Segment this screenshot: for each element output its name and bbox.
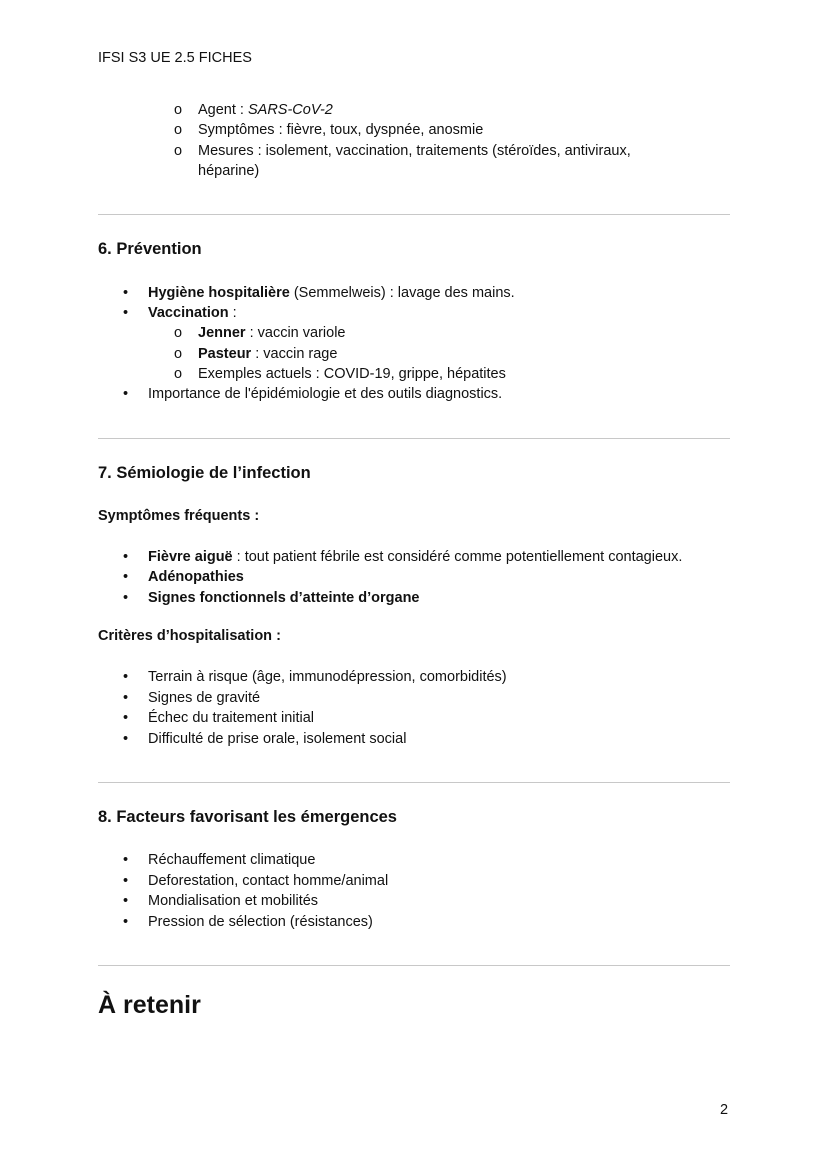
list-item-importance: Importance de l'épidémiologie et des outils diagnostics. <box>148 386 503 402</box>
section-8-title: 8. Facteurs favorisant les émergences <box>98 808 397 826</box>
list-item-critere: Difficulté de prise orale, isolement social <box>148 731 407 747</box>
disc-bullet: • <box>123 690 129 706</box>
disc-bullet: • <box>123 914 129 930</box>
section-divider <box>98 214 730 215</box>
circle-bullet: o <box>174 346 183 362</box>
disc-bullet: • <box>123 873 129 889</box>
list-item-fievre: Fièvre aiguë : tout patient fébrile est considéré comme potentiellement contagieux. <box>148 549 683 565</box>
symptomes-subtitle: Symptômes fréquents : <box>98 508 260 524</box>
list-item-symptomes: Symptômes : fièvre, toux, dyspnée, anosmie <box>198 122 484 138</box>
page-header: IFSI S3 UE 2.5 FICHES <box>98 50 252 66</box>
list-item-facteur: Réchauffement climatique <box>148 852 316 868</box>
disc-bullet: • <box>123 852 129 868</box>
list-item-critere: Terrain à risque (âge, immunodépression, comorbidités) <box>148 669 507 685</box>
disc-bullet: • <box>123 710 129 726</box>
disc-bullet: • <box>123 549 129 565</box>
list-item-facteur: Deforestation, contact homme/animal <box>148 873 389 889</box>
list-item-mesures-cont: héparine) <box>198 163 260 179</box>
list-item-jenner: Jenner : vaccin variole <box>198 325 346 341</box>
list-item-critere: Échec du traitement initial <box>148 710 315 726</box>
disc-bullet: • <box>123 285 129 301</box>
list-item-facteur: Mondialisation et mobilités <box>148 893 319 909</box>
list-item-exemples: Exemples actuels : COVID-19, grippe, hépatites <box>198 366 506 382</box>
section-divider <box>98 438 730 439</box>
disc-bullet: • <box>123 386 129 402</box>
section-6-title: 6. Prévention <box>98 240 202 258</box>
disc-bullet: • <box>123 305 129 321</box>
disc-bullet: • <box>123 731 129 747</box>
list-item-agent: Agent : SARS-CoV-2 <box>198 102 333 118</box>
section-7-title: 7. Sémiologie de l’infection <box>98 464 311 482</box>
criteres-subtitle: Critères d’hospitalisation : <box>98 628 281 644</box>
list-item-pasteur: Pasteur : vaccin rage <box>198 346 338 362</box>
disc-bullet: • <box>123 669 129 685</box>
circle-bullet: o <box>174 102 183 118</box>
section-divider <box>98 965 730 966</box>
list-item-critere: Signes de gravité <box>148 690 261 706</box>
list-item-signes: Signes fonctionnels d’atteinte d’organe <box>148 590 420 606</box>
list-item-mesures: Mesures : isolement, vaccination, traitements (stéroïdes, antiviraux, <box>198 143 631 159</box>
disc-bullet: • <box>123 590 129 606</box>
list-item-adenopathies: Adénopathies <box>148 569 244 585</box>
disc-bullet: • <box>123 569 129 585</box>
circle-bullet: o <box>174 366 183 382</box>
disc-bullet: • <box>123 893 129 909</box>
circle-bullet: o <box>174 122 183 138</box>
list-item-hygiene: Hygiène hospitalière (Semmelweis) : lavage des mains. <box>148 285 515 301</box>
circle-bullet: o <box>174 143 183 159</box>
retenir-title: À retenir <box>98 991 201 1019</box>
list-item-vaccination: Vaccination : <box>148 305 237 321</box>
list-item-facteur: Pression de sélection (résistances) <box>148 914 373 930</box>
circle-bullet: o <box>174 325 183 341</box>
page-number: 2 <box>720 1102 729 1118</box>
section-divider <box>98 782 730 783</box>
